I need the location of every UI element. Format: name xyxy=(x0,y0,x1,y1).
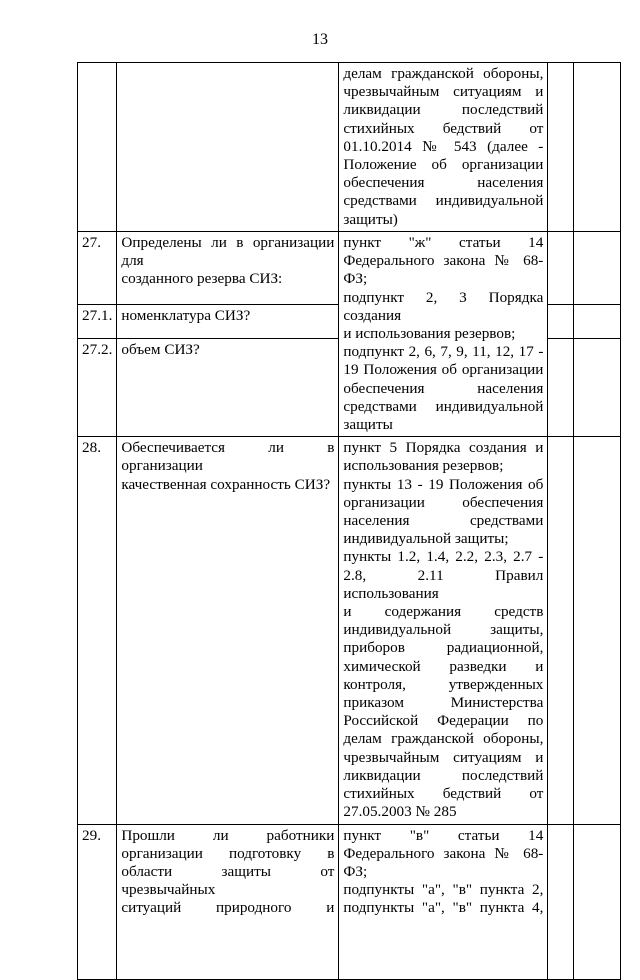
question-cell: объем СИЗ? xyxy=(117,338,339,437)
row-number-cell: 29. xyxy=(78,824,117,979)
question-cell: Обеспечивается ли в организации качественная сохранность СИЗ? xyxy=(117,437,339,824)
table-row xyxy=(78,437,621,824)
answer-cell xyxy=(548,437,574,824)
row-number-cell xyxy=(78,63,117,232)
checklist-table xyxy=(77,62,621,980)
question-cell: Определены ли в организации для созданного резерва СИЗ: xyxy=(117,232,339,305)
row-number-cell: 27.2. xyxy=(78,338,117,437)
question-cell: номенклатура СИЗ? xyxy=(117,305,339,338)
comment-cell xyxy=(574,232,621,305)
legal-reference-cell: делам гражданской обороны, чрезвычайным ситуациям и ликвидации последствий стихийных бедствий от 01.10.2014 № 543 (далее - Положение об организации обеспечения населения средствами индивидуальной защиты) xyxy=(339,63,548,232)
answer-cell xyxy=(548,63,574,232)
comment-cell xyxy=(574,824,621,979)
answer-cell xyxy=(548,232,574,305)
table-row xyxy=(78,232,621,305)
legal-reference-cell: пункт 5 Порядка создания и использования резервов; пункты 13 - 19 Положения об организации обеспечения населения средствами индивидуальной защиты; пункты 1.2, 1.4, 2.2, 2.3, 2.7 - 2.8, 2.11 Правил использования и содержания средств индивидуальной защиты, приборов радиационной, химической разведки и контроля, утвержденных приказом Министерства Российской Федерации по делам гражданской обороны, чрезвычайным ситуациям и ликвидации последствий стихийных бедствий от 27.05.2003 № 285 xyxy=(339,437,548,824)
row-number-cell: 27.1. xyxy=(78,305,117,338)
comment-cell xyxy=(574,338,621,437)
answer-cell xyxy=(548,824,574,979)
answer-cell xyxy=(548,338,574,437)
table-row xyxy=(78,824,621,979)
question-cell xyxy=(117,63,339,232)
comment-cell xyxy=(574,437,621,824)
comment-cell xyxy=(574,305,621,338)
table-row xyxy=(78,63,621,232)
legal-reference-cell: пункт "ж" статьи 14 Федерального закона № 68-ФЗ; подпункт 2, 3 Порядка создания и использования резервов; подпункт 2, 6, 7, 9, 11, 12, 17 - 19 Положения об организации обеспечения населения средствами индивидуальной защиты xyxy=(339,232,548,437)
row-number-cell: 28. xyxy=(78,437,117,824)
question-cell: Прошли ли работники организации подготовку в области защиты от чрезвычайных ситуаций природного и xyxy=(117,824,339,979)
page-number: 13 xyxy=(312,31,328,48)
legal-reference-cell: пункт "в" статьи 14 Федерального закона № 68-ФЗ; подпункты "а", "в" пункта 2, подпункты "а", "в" пункта 4, xyxy=(339,824,548,979)
comment-cell xyxy=(574,63,621,232)
answer-cell xyxy=(548,305,574,338)
row-number-cell: 27. xyxy=(78,232,117,305)
